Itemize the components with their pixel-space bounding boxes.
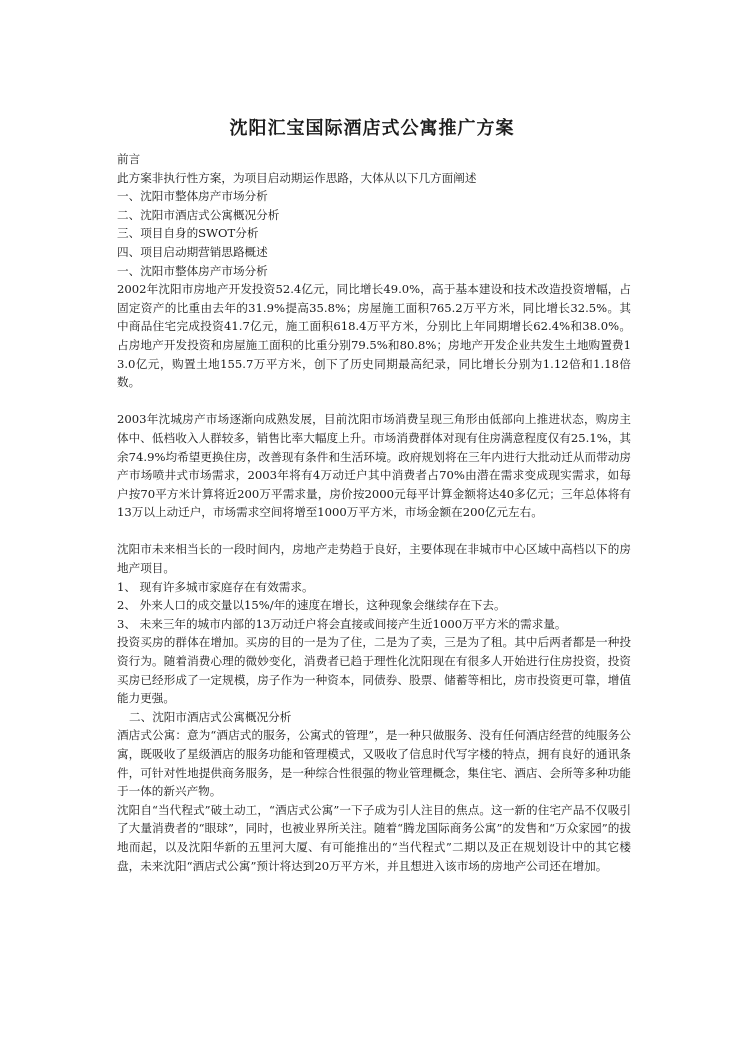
- list-item: 1、 现有许多城市家庭存在有效需求。: [117, 579, 314, 594]
- paragraph-2002-investment: 2002年沈阳市房地产开发投资52.4亿元，同比增长49.0%，高于基本建设和技术改造投资增幅，占固定资产的比重由去年的31.9%提高35.8%；房屋施工面积765.2万平方米，同比增长32.5%。其中商品住宅完成投资41.7亿元，施工面积618.4万平方米，分别比上年同期增长62.4%和38.0%。占房地产开发投资和房屋施工面积的比重分别79.5%和80.8%；房地产开发企业共发生土地购置费13.0亿元，购置土地155.7万平方米，创下了历史同期最高纪录，同比增长分别为1.12倍和1.18倍数。: [117, 282, 631, 390]
- paragraph-definition: 酒店式公寓：意为“酒店式的服务，公寓式的管理”，是一种只做服务、没有任何酒店经营的纯服务公寓，既吸收了星级酒店的服务功能和管理模式，又吸收了信息时代写字楼的特点，拥有良好的通讯条件，可针对性地提供商务服务，是一种综合性很强的物业管理概念，集住宅、酒店、会所等多种功能于一体的新兴产物。: [117, 728, 631, 799]
- list-item: 3、 未来三年的城市内部的13万动迁户将会直接或间接产生近1000万平方米的需求量。: [117, 616, 567, 631]
- toc-item: 二、沈阳市酒店式公寓概况分析: [117, 207, 280, 222]
- paragraph-investment-buyers: 投资买房的群体在增加。买房的目的一是为了住，二是为了卖，三是为了租。其中后两者都是一种投资行为。随着消费心理的微妙变化，消费者已趋于理性化沈阳现在有很多人开始进行住房投资，投资买房已经形成了一定规模，房子作为一种资本，同债券、股票、储蓄等相比，房市投资更可靠，增值能力更强。: [117, 635, 631, 706]
- document-title: 沈阳汇宝国际酒店式公寓推广方案: [229, 118, 515, 139]
- section-heading-market: 一、沈阳市整体房产市场分析: [117, 263, 268, 278]
- paragraph-spacer: [117, 522, 631, 541]
- preface-heading: 前言: [117, 152, 141, 166]
- paragraph-spacer: [117, 392, 631, 411]
- section-heading-serviced-apartment: 二、沈阳市酒店式公寓概况分析: [129, 709, 292, 724]
- paragraph-2003-market: 2003年沈城房产市场逐渐向成熟发展，目前沈阳市场消费呈现三角形由低部向上推进状态，购房主体中、低档收入人群较多，销售比率大幅度上升。市场消费群体对现有住房满意程度仅有25.1%，其余74.9%均希望更换住房，改善现有条件和生活环境。政府规划将在三年内进行大批动迁从而带动房产市场喷井式市场需求，2003年将有4万动迁户其中消费者占70%由潜在需求变成现实需求，如每户按70平方米计算将近200万平需求量，房价按2000元每平计算金额将达40多亿元；三年总体将有13万以上动迁户，市场需求空间将增至1000万平方米，市场金额在200亿元左右。: [117, 412, 631, 520]
- document-body: [117, 150, 631, 875]
- preface-text: 此方案非执行性方案，为项目启动期运作思路，大体从以下几方面阐述: [117, 170, 477, 185]
- paragraph-future-trend: 沈阳市未来相当长的一段时间内，房地产走势趋于良好，主要体现在非城市中心区域中高档以下的房地产项目。: [117, 542, 631, 576]
- toc-item: 三、项目自身的SWOT分析: [117, 226, 259, 241]
- paragraph-shenyang-apartments: 沈阳自“当代程式”破土动工，“酒店式公寓”一下子成为引人注目的焦点。这一新的住宅产品不仅吸引了大量消费者的“眼球”，同时，也被业界所关注。随着“腾龙国际商务公寓”的发售和“万众家园”的拔地而起，以及沈阳华新的五里河大厦、有可能推出的“当代程式”二期以及正在规划设计中的其它楼盘，未来沈阳“酒店式公寓”预计将达到20万平方米，并且想进入该市场的房地产公司还在增加。: [117, 802, 631, 873]
- toc-item: 一、沈阳市整体房产市场分析: [117, 189, 268, 204]
- list-item: 2、 外来人口的成交量以15%/年的速度在增长，这种现象会继续存在下去。: [117, 598, 506, 613]
- toc-item: 四、项目启动期营销思路概述: [117, 244, 268, 259]
